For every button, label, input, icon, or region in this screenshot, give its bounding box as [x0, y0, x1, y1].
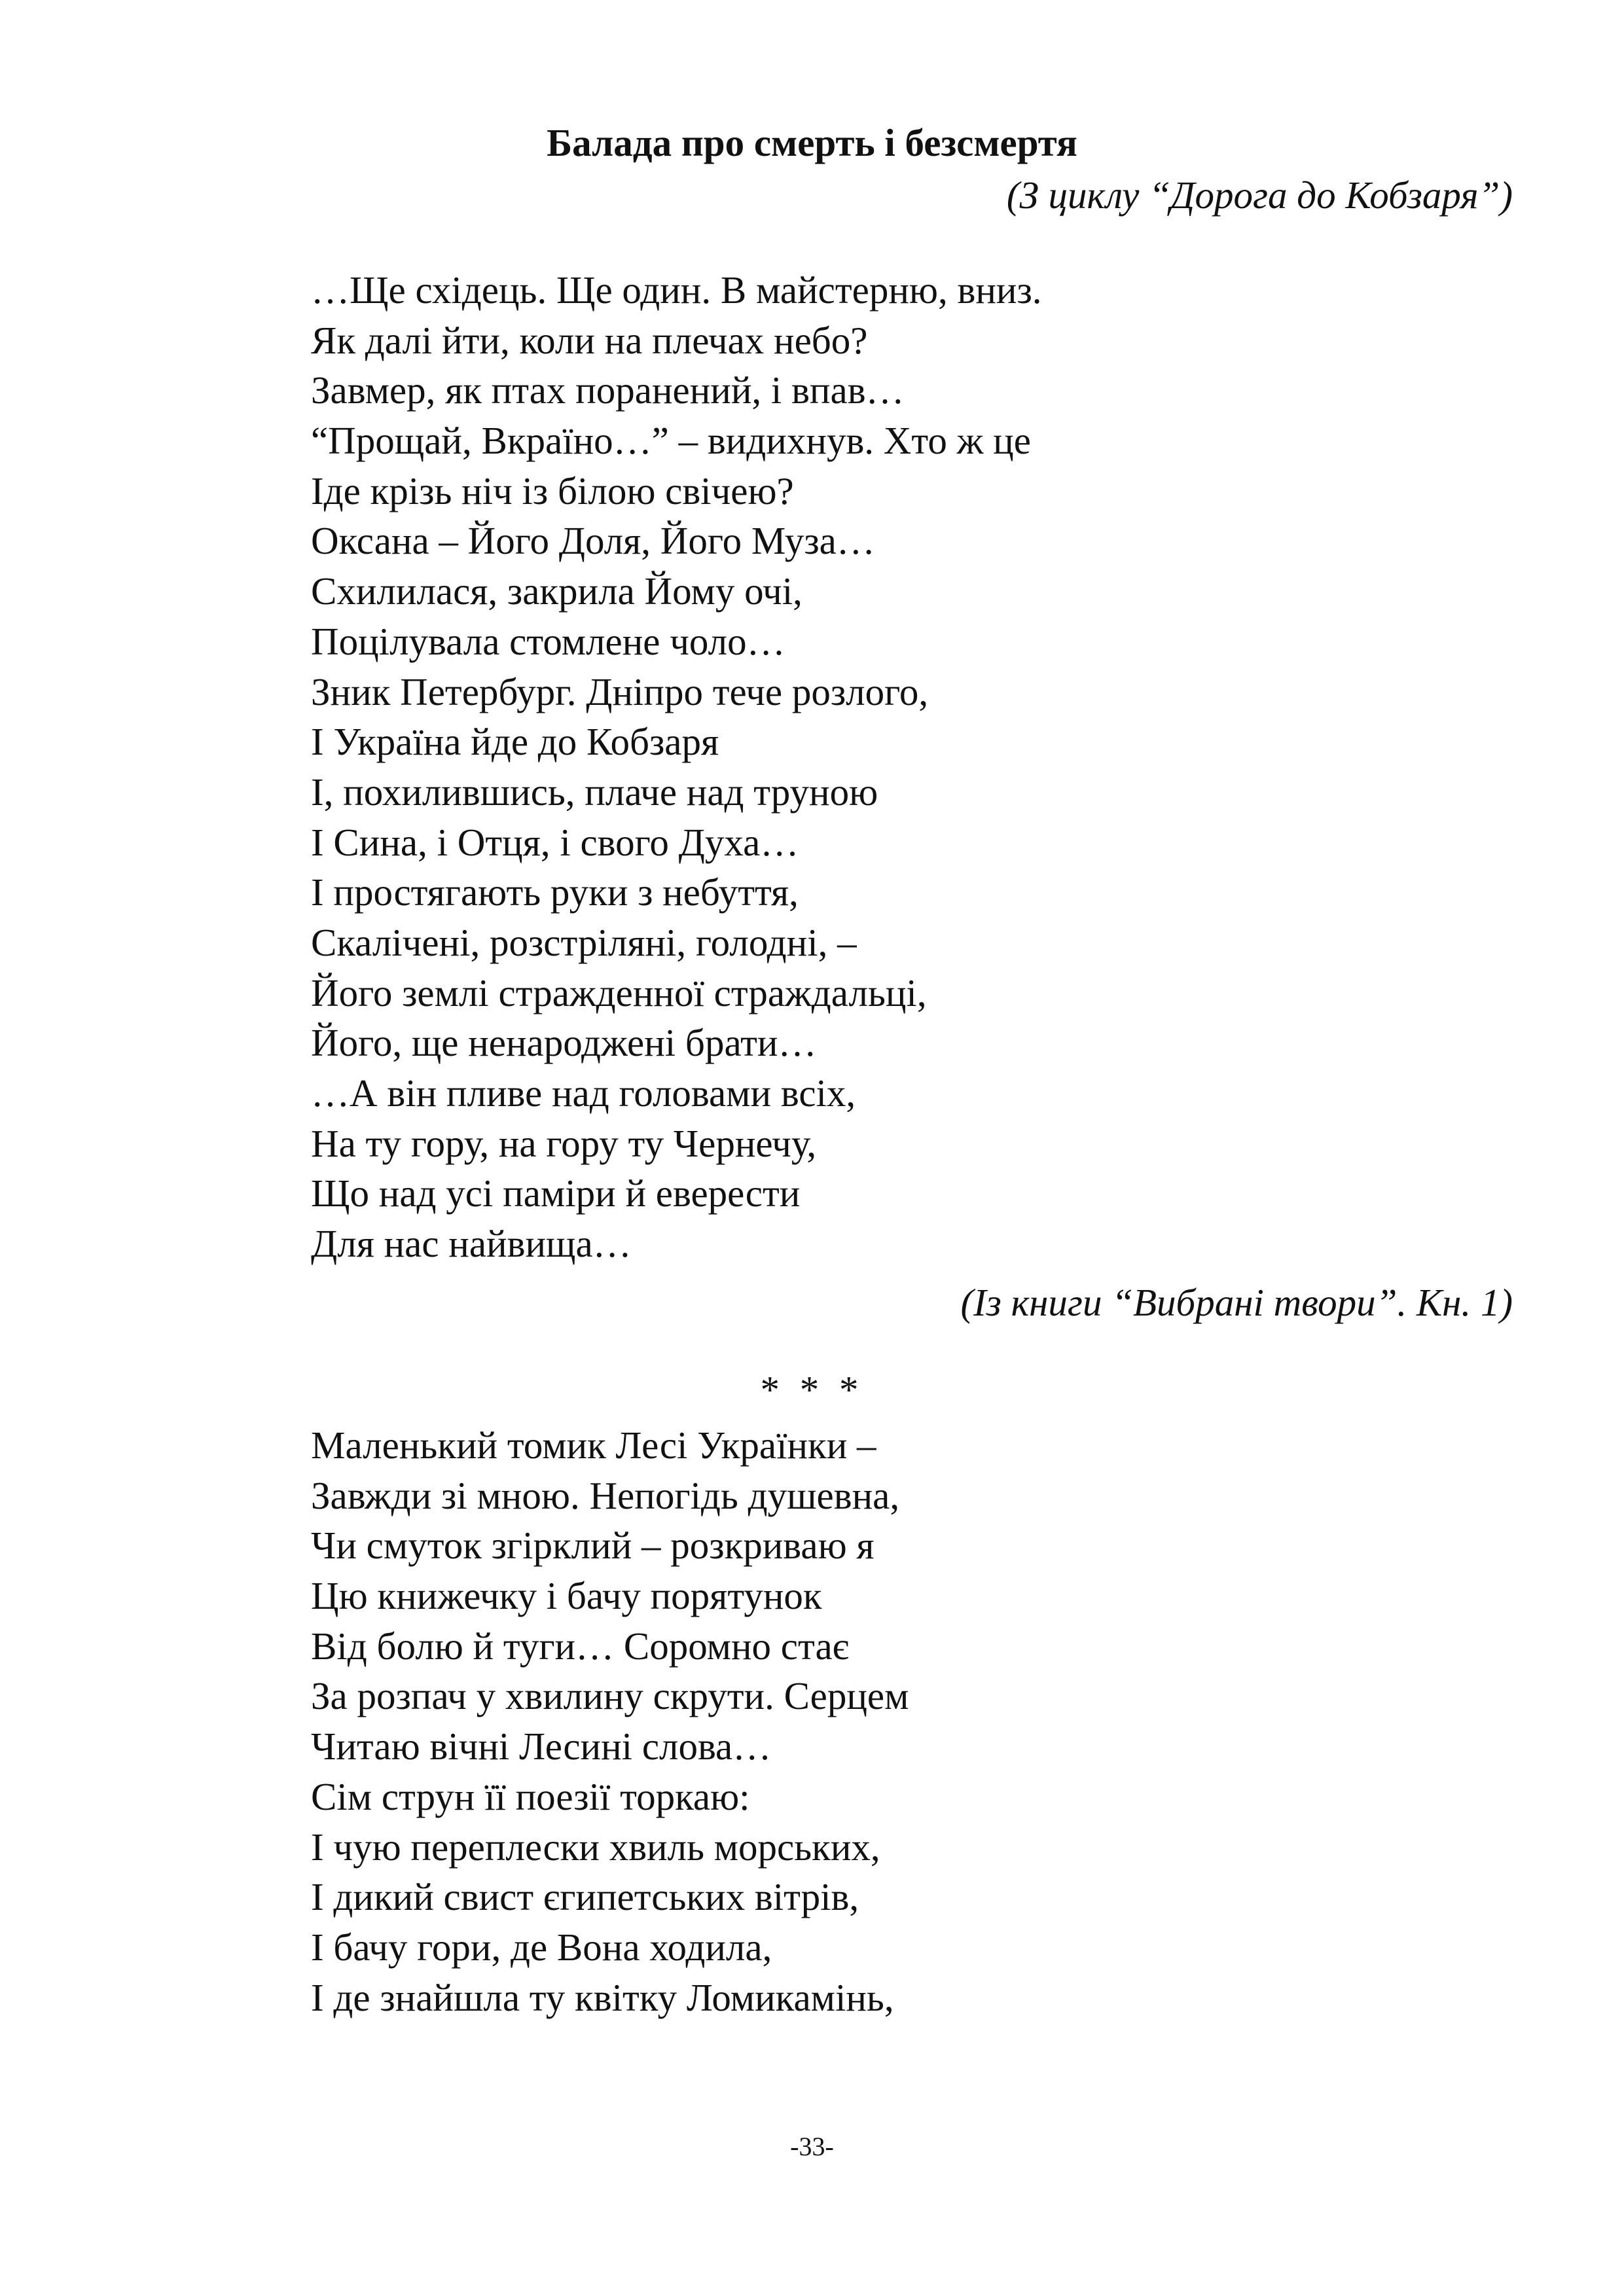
poem-line: Скалічені, розстріляні, голодні, –	[311, 920, 857, 964]
poem-line: Поцілувала стомлене чоло…	[311, 619, 785, 663]
poem-line: І Україна йде до Кобзаря	[311, 720, 719, 764]
poem-line: І, похилившись, плаче над труною	[311, 770, 878, 814]
poem-line: “Прощай, Вкраїно…” – видихнув. Хто ж це	[311, 419, 1031, 463]
poem-line: Маленький томик Лесі Українки –	[311, 1424, 876, 1467]
page-number: -33-	[790, 2132, 834, 2161]
poem-line: Оксана – Його Доля, Його Муза…	[311, 519, 875, 563]
poem-line: І дикий свист єгипетських вітрів,	[311, 1875, 859, 1919]
poem-line: І чую переплески хвиль морських,	[311, 1825, 880, 1869]
poem-line: На ту гору, на гору ту Чернечу,	[311, 1121, 817, 1165]
poem-line: І де знайшла ту квітку Ломикамінь,	[311, 1975, 894, 2019]
poem-line: Зник Петербург. Дніпро тече розлого,	[311, 670, 929, 713]
poem-line: Іде крізь ніч із білою свічею?	[311, 469, 794, 512]
poem-line: Для нас найвища…	[311, 1222, 632, 1266]
poem-line: Що над усі паміри й еверести	[311, 1172, 801, 1215]
poem-line: Схилилася, закрила Йому очі,	[311, 569, 803, 613]
poem-line: …Ще східець. Ще один. В майстерню, вниз.	[311, 268, 1042, 312]
epigraph: (З циклу “Дорога до Кобзаря”)	[1006, 173, 1513, 217]
poem-line: Чи смуток згірклий – розкриваю я	[311, 1524, 875, 1568]
poem-line: Сім струн її поезії торкаю:	[311, 1774, 750, 1818]
section-separator: * * *	[760, 1368, 864, 1411]
poem-line: …А він пливе над головами всіх,	[311, 1071, 856, 1115]
poem-line: Його землі стражденної страждальці,	[311, 971, 927, 1014]
poem-line: Як далі йти, коли на плечах небо?	[311, 318, 868, 362]
poem-line: Цю книжечку і бачу порятунок	[311, 1574, 822, 1618]
poem-line: Завжди зі мною. Непогідь душевна,	[311, 1473, 900, 1517]
source-citation: (Із книги “Вибрані твори”. Кн. 1)	[960, 1281, 1513, 1324]
poem-line: Читаю вічні Лесині слова…	[311, 1725, 772, 1768]
poem-line: І Сина, і Отця, і свого Духа…	[311, 820, 799, 864]
poem-title: Балада про смерть і безсмертя	[547, 121, 1077, 164]
poem-line: І бачу гори, де Вона ходила,	[311, 1925, 772, 1969]
poem-untitled	[311, 1420, 1522, 2022]
poem-line: І простягають руки з небуття,	[311, 870, 799, 914]
poem-line: Його, ще ненароджені брати…	[311, 1021, 817, 1065]
poem-line: За розпач у хвилину скрути. Серцем	[311, 1674, 909, 1718]
poem-line: Від болю й туги… Соромно стає	[311, 1624, 849, 1668]
poem-line: Завмер, як птах поранений, і впав…	[311, 368, 905, 412]
poem-ballad	[311, 265, 1522, 1269]
